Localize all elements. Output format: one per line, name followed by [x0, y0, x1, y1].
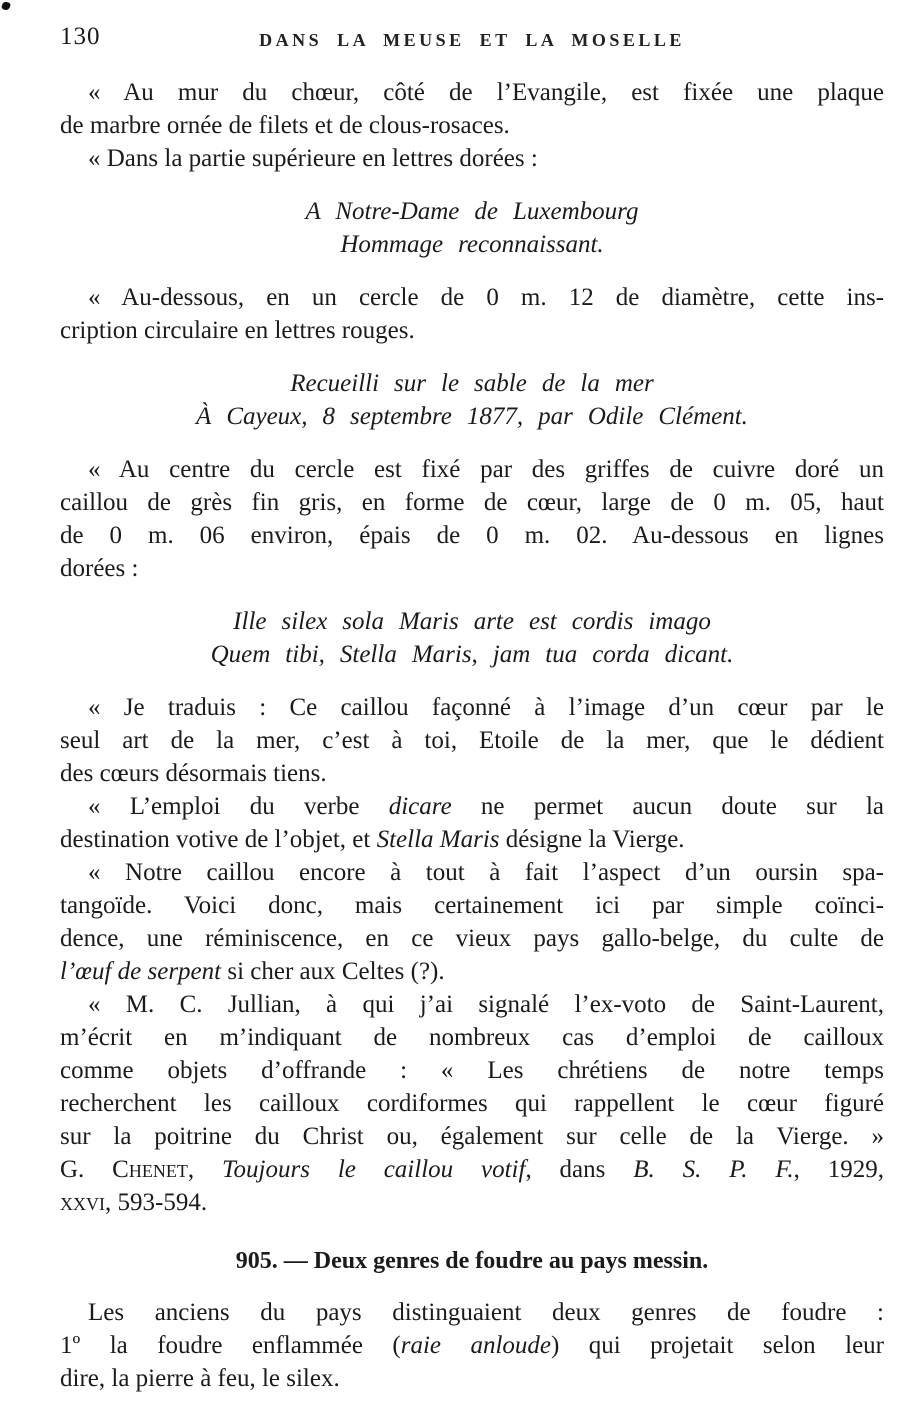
text-line [60, 955, 884, 988]
text-segment: , 593-594. [105, 1189, 208, 1216]
text-segment: « Au-dessous, en un cercle de 0 m. 12 de diamètre, cette ins- [88, 284, 884, 311]
text-segment: « L’emploi du verbe [88, 793, 389, 820]
text-line [60, 790, 884, 823]
text-segment: « Dans la partie supérieure en lettres dorées : [88, 145, 538, 172]
text-line [60, 1120, 884, 1153]
text-line [60, 400, 884, 433]
text-line [60, 109, 884, 142]
text-line [60, 1021, 884, 1054]
text-segment: « Au centre du cercle est fixé par des griffes de cuivre doré un [88, 456, 884, 483]
text-segment: Stella Maris [376, 826, 500, 853]
verse-dedicace [60, 195, 884, 261]
paragraph-notre-caillou [60, 856, 884, 988]
paragraph-dans-la-partie [60, 142, 884, 175]
text-line [60, 691, 884, 724]
text-line [60, 889, 884, 922]
text-segment: ne permet aucun doute sur la [451, 793, 884, 820]
text-segment: , [187, 1156, 222, 1183]
text-segment: comme objets d’offrande : « Les chrétiens de notre temps [60, 1057, 884, 1084]
verse-latin [60, 605, 884, 671]
text-segment: m’écrit en m’indiquant de nombreux cas d’emploi de cailloux [60, 1024, 884, 1051]
text-line [60, 922, 884, 955]
paragraph-au-mur [60, 76, 884, 142]
running-title: DANS LA MEUSE ET LA MOSELLE [259, 30, 685, 50]
text-line [60, 314, 884, 347]
text-segment: « Je traduis : Ce caillou façonné à l’image d’un cœur par le [88, 694, 884, 721]
paragraph-au-dessous [60, 281, 884, 347]
page-body [60, 76, 884, 1395]
text-line [60, 724, 884, 757]
text-line [60, 757, 884, 790]
text-segment: G. [60, 1156, 113, 1183]
text-segment: désigne la Vierge. [499, 826, 685, 853]
heading-905 [60, 1245, 884, 1278]
text-segment: seul art de la mer, c’est à toi, Etoile de la mer, que le dédient [60, 727, 884, 754]
text-line [60, 823, 884, 856]
paragraph-les-anciens [60, 1296, 884, 1395]
text-segment: « Au mur du chœur, côté de l’Evangile, est fixée une plaque [88, 79, 884, 106]
text-line [60, 605, 884, 638]
text-line [60, 195, 884, 228]
text-segment: sur la poitrine du Christ ou, également sur celle de la Vierge. » [60, 1123, 884, 1150]
text-line [60, 638, 884, 671]
text-segment: 905. — Deux genres de foudre au pays messin. [235, 1248, 709, 1274]
text-segment: destination votive de l’objet, et [60, 826, 377, 853]
text-segment: xxvi [60, 1189, 105, 1216]
text-segment: raie anloude [400, 1332, 551, 1359]
text-segment: À Cayeux, 8 septembre 1877, par Odile Clément. [196, 403, 748, 430]
text-segment: Quem tibi, Stella Maris, jam tua corda dicant. [210, 641, 734, 668]
paragraph-l-emploi [60, 790, 884, 856]
text-line [60, 486, 884, 519]
text-line [60, 228, 884, 261]
text-line [60, 1186, 884, 1219]
paragraph-jullian [60, 988, 884, 1219]
text-line [60, 1153, 884, 1186]
text-line [60, 453, 884, 486]
text-line [60, 1362, 884, 1395]
running-header [60, 20, 884, 50]
text-segment: Ille silex sola Maris arte est cordis imago [233, 608, 711, 635]
page-number: 130 [60, 23, 101, 50]
text-line [60, 142, 884, 175]
text-segment: si cher aux Celtes (?). [221, 958, 445, 985]
text-line [60, 519, 884, 552]
text-segment: de marbre ornée de filets et de clous-rosaces. [60, 112, 510, 139]
scan-artifact-speck [1, 1, 11, 11]
text-segment: Hommage reconnaissant. [340, 231, 604, 258]
text-line [60, 281, 884, 314]
text-segment: dicare [388, 793, 452, 820]
text-segment: , 1929, [793, 1156, 885, 1183]
text-segment: « M. C. Jullian, à qui j’ai signalé l’ex-voto de Saint-Laurent, [88, 991, 884, 1018]
text-segment: recherchent les cailloux cordiformes qui rappellent le cœur figuré [60, 1090, 884, 1117]
text-segment: , dans [525, 1156, 634, 1183]
text-segment: dire, la pierre à feu, le silex. [60, 1365, 340, 1392]
text-segment: « Notre caillou encore à tout à fait l’aspect d’un oursin spa- [88, 859, 884, 886]
text-line [60, 367, 884, 400]
text-line [60, 1054, 884, 1087]
text-segment: A Notre-Dame de Luxembourg [305, 198, 639, 225]
text-segment: de 0 m. 06 environ, épais de 0 m. 02. Au-dessous en lignes [60, 522, 884, 549]
text-line [60, 1329, 884, 1362]
text-line [60, 1296, 884, 1329]
text-segment: B. S. P. F. [633, 1156, 794, 1183]
text-segment: caillou de grès fin gris, en forme de cœur, large de 0 m. 05, haut [60, 489, 884, 516]
paragraph-je-traduis [60, 691, 884, 790]
text-line [60, 856, 884, 889]
text-line [60, 1087, 884, 1120]
text-segment: Toujours le caillou votif [221, 1156, 526, 1183]
verse-inscription-cercle [60, 367, 884, 433]
text-segment: ) qui projetait selon leur [550, 1332, 884, 1359]
text-segment: Recueilli sur le sable de la mer [290, 370, 654, 397]
paragraph-au-centre [60, 453, 884, 585]
text-segment: cription circulaire en lettres rouges. [60, 317, 415, 344]
text-line [60, 552, 884, 585]
text-segment: 1º la foudre enflammée ( [60, 1332, 401, 1359]
text-segment: dorées : [60, 555, 139, 582]
text-line [60, 76, 884, 109]
text-segment: tangoïde. Voici donc, mais certainement ici par simple coïnci- [60, 892, 884, 919]
text-segment: l’œuf de serpent [60, 958, 222, 985]
text-segment: Les anciens du pays distinguaient deux genres de foudre : [88, 1299, 884, 1326]
text-line [60, 1245, 884, 1278]
text-segment: dence, une réminiscence, en ce vieux pays gallo-belge, du culte de [60, 925, 884, 952]
text-segment: des cœurs désormais tiens. [60, 760, 327, 787]
text-line [60, 988, 884, 1021]
text-segment: Chenet [112, 1156, 188, 1183]
